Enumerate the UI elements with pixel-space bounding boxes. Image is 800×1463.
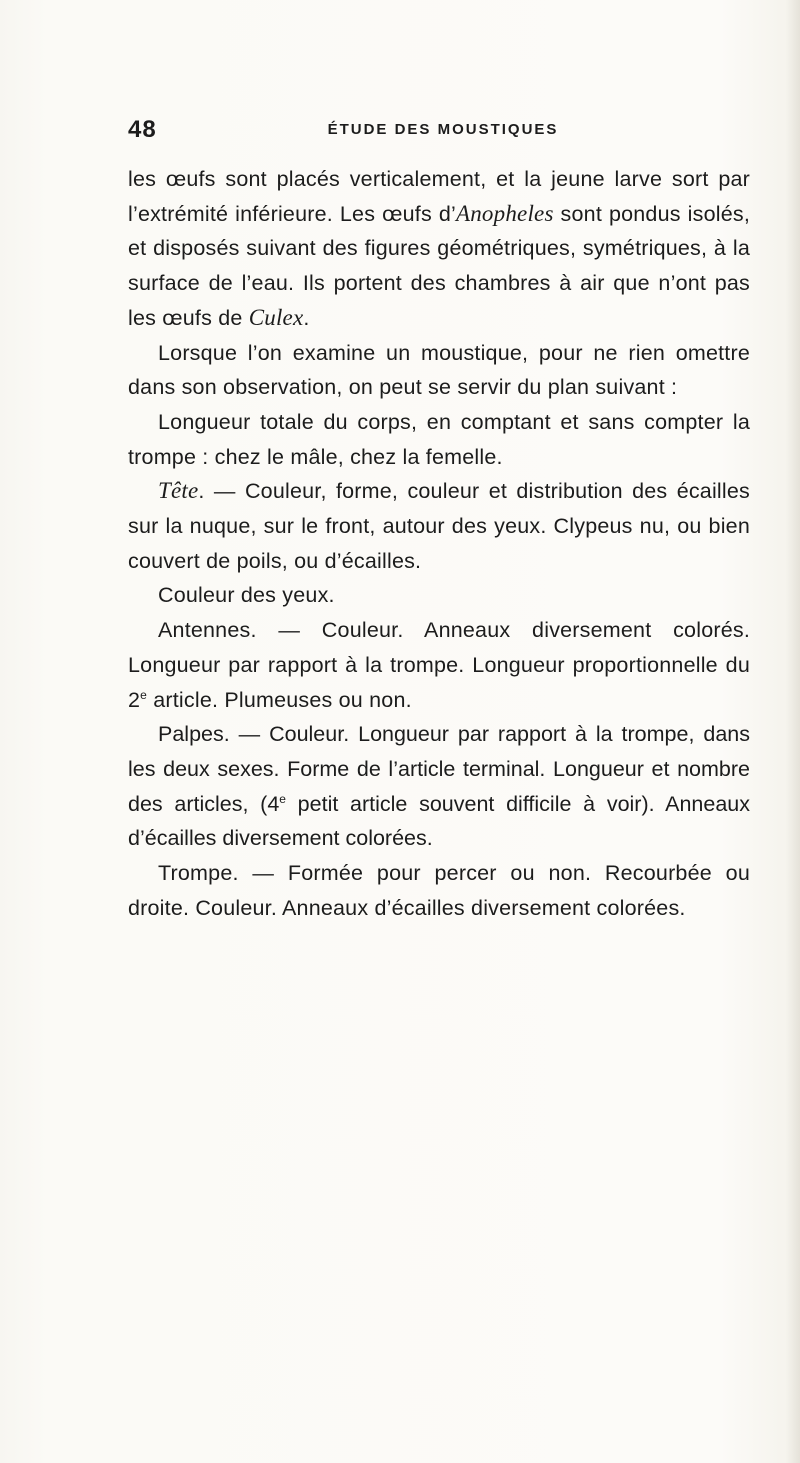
species-name-anopheles: Anopheles	[455, 200, 554, 226]
paragraph-head: Tête. — Couleur, forme, couleur et distribution des écailles sur la nuque, sur le front, autour des yeux. Clypeus nu, ou bien couvert de poils, ou d’écailles.	[128, 478, 750, 573]
paragraph-plan-intro: Lorsque l’on examine un moustique, pour ne rien omettre dans son observation, on peut se servir du plan suivant :	[128, 340, 750, 400]
paragraph-palps: Palpes. — Couleur. Longueur par rapport à la trompe, dans les deux sexes. Forme de l’article terminal. Longueur et nombre des articles, (4e petit article souvent difficile à voir). Anneaux d’écailles diversement colorées.	[128, 722, 750, 851]
page-header	[128, 116, 748, 146]
paragraph-proboscis: Trompe. — Formée pour percer ou non. Recourbée ou droite. Couleur. Anneaux d’écailles diversement colorées.	[128, 861, 750, 920]
section-label-head: Tête	[158, 478, 199, 504]
paragraph-eye-color: Couleur des yeux.	[158, 583, 335, 608]
paragraph-body-length: Longueur totale du corps, en comptant et sans compter la trompe : chez le mâle, chez la femelle.	[128, 409, 750, 469]
paragraph-eggs: les œufs sont placés verticalement, et la jeune larve sort par l’extrémité inférieure. Les œufs d’Anopheles sont pondus isolés, et disposés suivant des figures géométriques, symétriques, à la surface de l’eau. Ils portent des chambres à air que n’ont pas les œufs de Culex.	[128, 167, 750, 330]
page-number: 48	[128, 116, 157, 143]
paragraph-antennae: Antennes. — Couleur. Anneaux diversement colorés. Longueur par rapport à la trompe. Longueur proportionnelle du 2e article. Plumeuses ou non.	[128, 618, 750, 712]
body-text	[128, 162, 750, 925]
species-name-culex: Culex	[248, 304, 304, 330]
running-title: ÉTUDE DES MOUSTIQUES	[327, 121, 559, 138]
page-edge-shadow	[786, 0, 800, 1463]
